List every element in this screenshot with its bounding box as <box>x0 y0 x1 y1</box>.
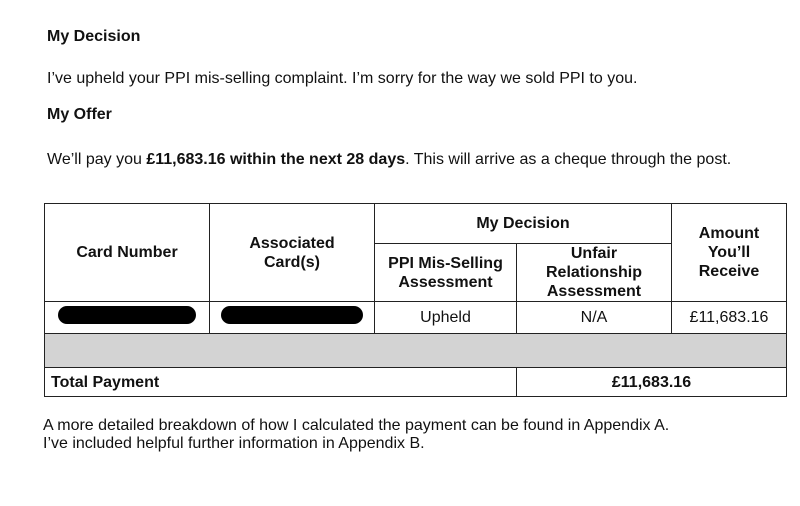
total-amount: £11,683.16 <box>517 368 787 397</box>
header-associated-cards <box>210 204 375 302</box>
redacted-associated-card <box>221 306 363 324</box>
associated-card-cell <box>210 302 375 334</box>
offer-heading: My Offer <box>47 106 112 123</box>
ppi-result: Upheld <box>375 302 517 334</box>
decision-text: I’ve upheld your PPI mis-selling complaint. I’m sorry for the way we sold PPI to you. <box>47 70 638 87</box>
offer-text-end: . This will arrive as a cheque through the post. <box>405 151 732 168</box>
offer-amount: £11,683.16 within the next 28 days <box>146 151 406 168</box>
row-amount: £11,683.16 <box>672 302 787 334</box>
header-amount-label: Amount You’ll Receive <box>698 225 760 280</box>
footer-line-1: A more detailed breakdown of how I calculated the payment can be found in Appendix A. <box>43 417 670 434</box>
decision-heading: My Decision <box>47 28 141 45</box>
footer-line-2: I’ve included helpful further information in Appendix B. <box>43 435 425 452</box>
payment-table <box>44 203 787 397</box>
redacted-card-number <box>58 306 196 324</box>
header-unfair-assessment-label: Unfair Relationship Assessment <box>545 245 642 300</box>
header-unfair-assessment <box>517 244 672 302</box>
header-associated-cards-label: Associated Card(s) <box>249 234 335 271</box>
shaded-row <box>45 334 787 368</box>
header-ppi-assessment <box>375 244 517 302</box>
header-amount <box>672 204 787 302</box>
unfair-result: N/A <box>517 302 672 334</box>
header-ppi-assessment-label: PPI Mis-Selling Assessment <box>388 254 503 291</box>
card-number-cell <box>45 302 210 334</box>
header-my-decision: My Decision <box>375 204 672 244</box>
offer-text <box>47 151 747 168</box>
offer-text-start: We’ll pay you <box>47 151 147 168</box>
header-card-number: Card Number <box>45 204 210 302</box>
total-label: Total Payment <box>45 368 517 397</box>
